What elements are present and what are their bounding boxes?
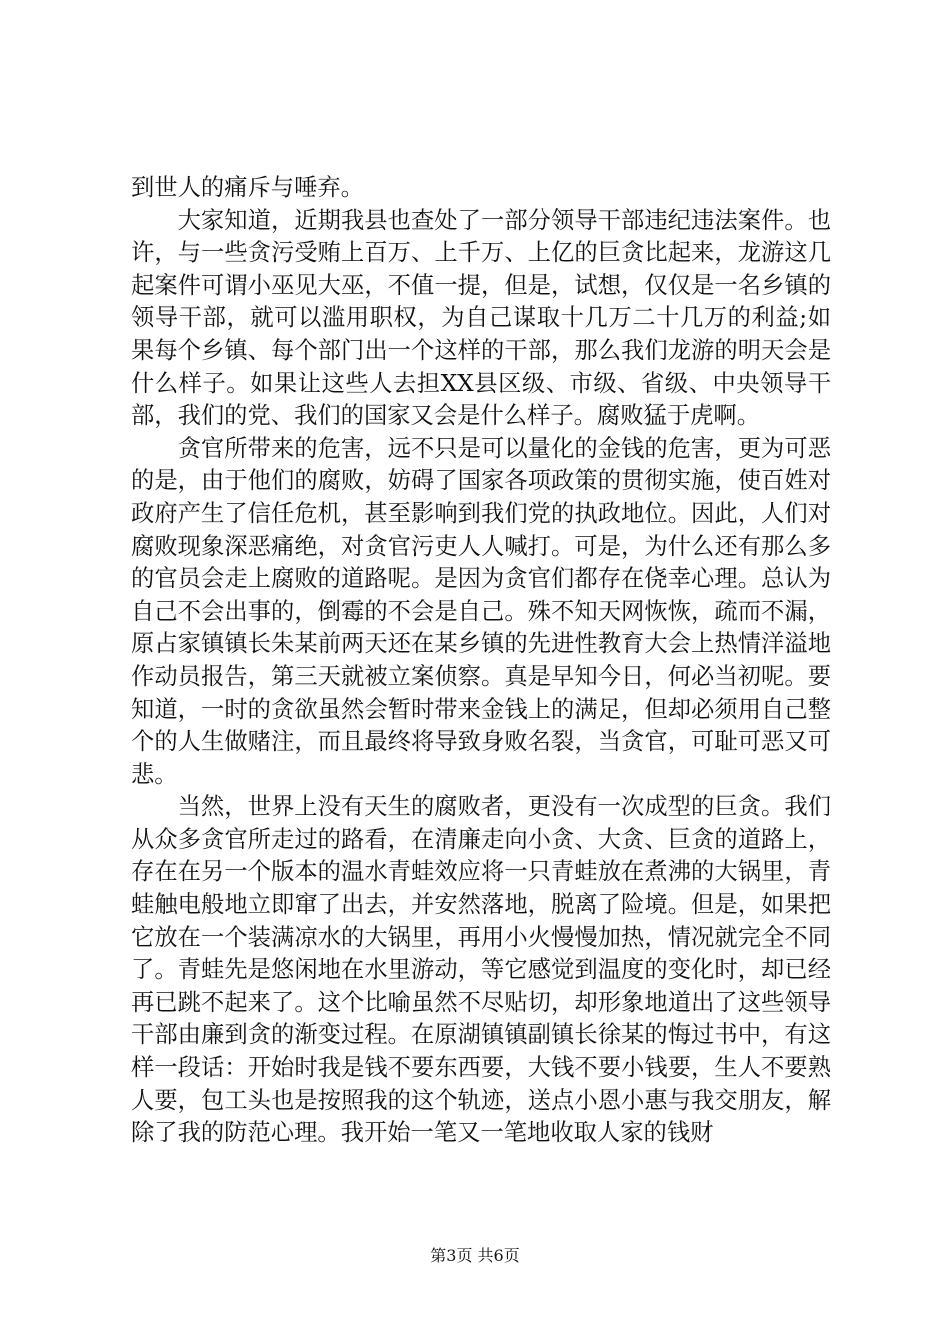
paragraph-2: 大家知道，近期我县也查处了一部分领导干部违纪违法案件。也许，与一些贪污受贿上百万、上千万、上亿的巨贪比起来，龙游这几起案件可谓小巫见大巫，不值一提，但是，试想，仅仅是一名乡镇的领导干部，就可以滥用职权，为自己谋取十几万二十几万的利益;如果每个乡镇、每个部门出一个这样的干部，那么我们龙游的明天会是什么样子。如果让这些人去担XX县区级、市级、省级、中央领导干部，我们的党、我们的国家又会是什么样子。腐败猛于虎啊。	[131, 206, 831, 430]
page-number-footer: 第3页 共6页	[430, 1246, 520, 1265]
paragraph-3: 贪官所带来的危害，远不只是可以量化的金钱的危害，更为可恶的是，由于他们的腐败，妨碍了国家各项政策的贯彻实施，使百姓对政府产生了信任危机，甚至影响到我们党的执政地位。因此，人们对腐败现象深恶痛绝，对贪官污吏人人喊打。可是，为什么还有那么多的官员会走上腐败的道路呢。是因为贪官们都存在侥幸心理。总认为自己不会出事的，倒霉的不会是自己。殊不知天网恢恢，疏而不漏，原占家镇镇长朱某前两天还在某乡镇的先进性教育大会上热情洋溢地作动员报告，第三天就被立案侦察。真是早知今日，何必当初呢。要知道，一时的贪欲虽然会暂时带来金钱上的满足，但却必须用自己整个的人生做赌注，而且最终将导致身败名裂，当贪官，可耻可恶又可悲。	[131, 434, 831, 788]
paragraph-1: 到世人的痛斥与唾弃。	[131, 174, 364, 201]
paragraph-4: 当然，世界上没有天生的腐败者，更没有一次成型的巨贪。我们从众多贪官所走过的路看，在清廉走向小贪、大贪、巨贪的道路上，存在在另一个版本的温水青蛙效应将一只青蛙放在煮沸的大锅里，青蛙触电般地立即窜了出去，并安然落地，脱离了险境。但是，如果把它放在一个装满凉水的大锅里，再用小火慢慢加热，情况就完全不同了。青蛙先是悠闲地在水里游动，等它感觉到温度的变化时，却已经再已跳不起来了。这个比喻虽然不尽贴切，却形象地道出了这些领导干部由廉到贪的渐变过程。在原湖镇镇副镇长徐某的悔过书中，有这样一段话：开始时我是钱不要东西要，大钱不要小钱要，生人不要熟人要，包工头也是按照我的这个轨迹，送点小恩小惠与我交朋友，解除了我的防范心理。我开始一笔又一笔地收取人家的钱财	[131, 793, 831, 1147]
document-body	[131, 172, 831, 1150]
